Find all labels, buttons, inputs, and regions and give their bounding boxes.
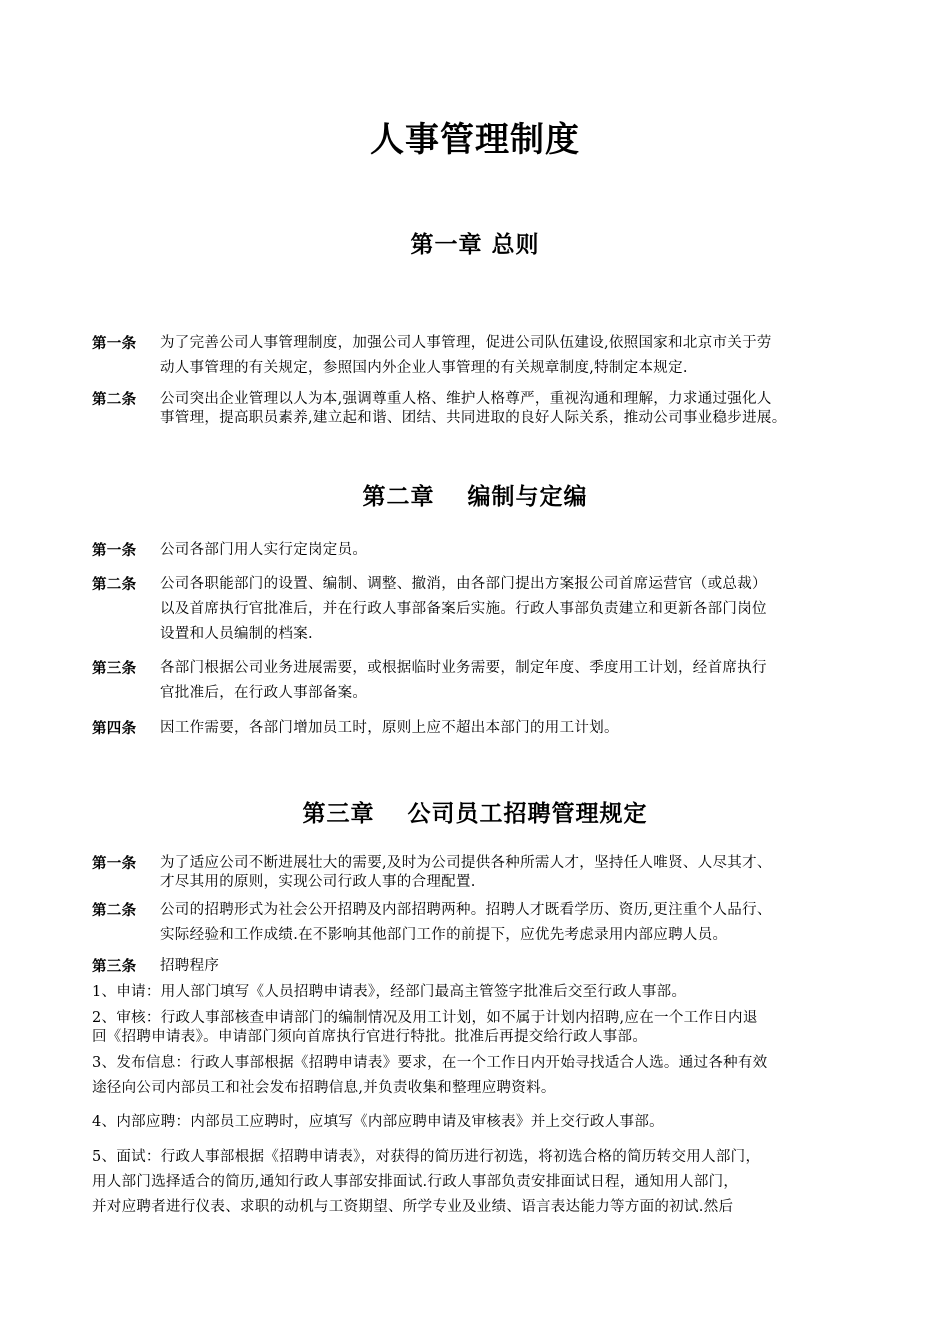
procedure-item-4: 4、内部应聘：内部员工应聘时，应填写《内部应聘申请及审核表》并上交行政人事部。 [92, 1114, 664, 1130]
chapter-2-article-3 [92, 656, 872, 706]
article-label: 第一条 [92, 855, 137, 872]
chapter-1-article-2 [92, 390, 872, 428]
chapter-3-heading: 第三章 公司员工招聘管理规定 [302, 800, 648, 827]
article-label: 第一条 [92, 542, 137, 559]
article-label: 第二条 [92, 391, 137, 408]
chapter-2-article-1 [92, 538, 872, 563]
article-label: 第三条 [92, 660, 137, 677]
chapter-1-heading: 第一章 总则 [410, 231, 540, 258]
procedure-item-2: 2、审核：行政人事部核查申请部门的编制情况及用工计划，如不属于计划内招聘,应在一个工作日内退 回《招聘申请表》。申请部门须向首席执行官进行特批。批准后再提交给行政人事部。 [92, 1010, 758, 1045]
chapter-3-article-1 [92, 854, 872, 892]
article-text: 公司各部门用人实行定岗定员。 [160, 542, 368, 558]
document-title: 人事管理制度 [370, 120, 580, 160]
article-label: 第四条 [92, 720, 137, 737]
article-label: 第二条 [92, 576, 137, 593]
chapter-2-article-2 [92, 572, 872, 647]
article-label: 第二条 [92, 902, 137, 919]
article-text: 因工作需要，各部门增加员工时，原则上应不超出本部门的用工计划。 [160, 720, 619, 736]
procedure-item-1: 1、申请：用人部门填写《人员招聘申请表》，经部门最高主管签字批准后交至行政人事部。 [92, 984, 687, 1000]
article-text: 为了完善公司人事管理制度，加强公司人事管理，促进公司队伍建设,依照国家和北京市关于劳 动人事管理的有关规定，参照国内外企业人事管理的有关规章制度,特制定本规定. [160, 335, 772, 376]
article-label: 第一条 [92, 335, 137, 352]
article-text: 为了适应公司不断进展壮大的需要,及时为公司提供各种所需人才，坚持任人唯贤、人尽其才、 才尽其用的原则，实现公司行政人事的合理配置. [160, 855, 772, 890]
chapter-2-article-4 [92, 716, 872, 741]
procedure-item-5: 5、面试：行政人事部根据《招聘申请表》，对获得的简历进行初选，将初选合格的简历转交用人部门， 用人部门选择适合的简历,通知行政人事部安排面试.行政人事部负责安排面试日程，通知用人部门， 并对应聘者进行仪表、求职的动机与工资期望、所学专业及业绩、语言表达能力等方面的初试.然后 [92, 1149, 761, 1215]
article-text: 公司各职能部门的设置、编制、调整、撤消，由各部门提出方案报公司首席运营官（或总裁） 以及首席执行官批准后，并在行政人事部备案后实施。行政人事部负责建立和更新各部门岗位 设置和人员编制的档案. [160, 576, 767, 642]
article-text: 各部门根据公司业务进展需要，或根据临时业务需要，制定年度、季度用工计划，经首席执行 官批准后，在行政人事部备案。 [160, 660, 767, 701]
chapter-3-article-3 [92, 954, 872, 979]
article-text: 公司突出企业管理以人为本,强调尊重人格、维护人格尊严，重视沟通和理解，力求通过强化人 事管理，提高职员素养,建立起和谐、团结、共同进取的良好人际关系，推动公司事业稳步进展。 [160, 391, 787, 426]
article-text: 招聘程序 [160, 958, 220, 974]
article-text: 公司的招聘形式为社会公开招聘及内部招聘两种。招聘人才既看学历、资历,更注重个人品行、 实际经验和工作成绩.在不影响其他部门工作的前提下，应优先考虑录用内部应聘人员。 [160, 902, 772, 943]
chapter-3-article-2 [92, 898, 872, 948]
chapter-1-article-1 [92, 331, 872, 381]
procedure-item-3: 3、发布信息：行政人事部根据《招聘申请表》要求，在一个工作日内开始寻找适合人选。通过各种有效 途径向公司内部员工和社会发布招聘信息,并负责收集和整理应聘资料。 [92, 1055, 768, 1096]
article-label: 第三条 [92, 958, 137, 975]
chapter-2-heading: 第二章 编制与定编 [362, 483, 588, 510]
